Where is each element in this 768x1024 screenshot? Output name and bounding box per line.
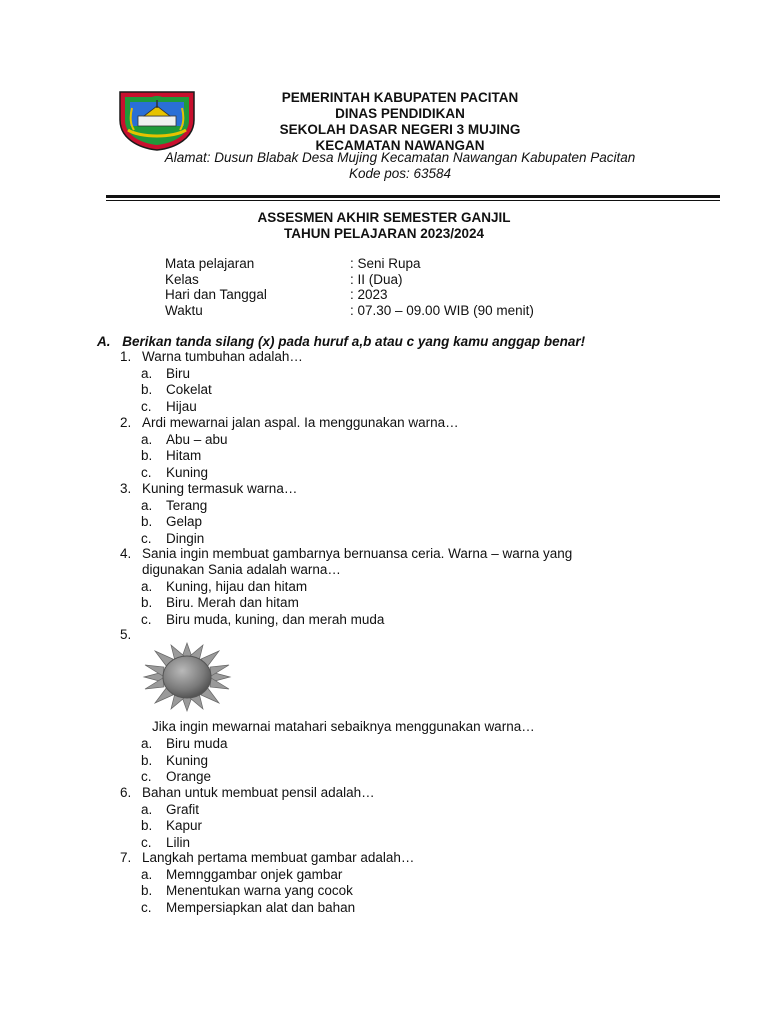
option-letter: b. xyxy=(141,883,153,898)
option-text: Biru. Merah dan hitam xyxy=(166,595,299,610)
exam-title: ASSESMEN AKHIR SEMESTER GANJIL xyxy=(257,210,511,225)
option-text: Grafit xyxy=(166,801,200,817)
option-letter: c. xyxy=(141,464,152,480)
info-value: : 2023 xyxy=(350,287,388,302)
question-text: Ardi mewarnai jalan aspal. Ia menggunakan warna… xyxy=(142,415,459,430)
option-text: Mempersiapkan alat dan bahan xyxy=(166,899,356,915)
option-letter: b. xyxy=(141,514,153,529)
question-number: 2. xyxy=(120,415,132,430)
option-text: Hijau xyxy=(166,398,197,414)
option-text: Lilin xyxy=(166,834,191,850)
option-letter: c. xyxy=(141,769,152,784)
section-instruction: Berikan tanda silang (x) pada huruf a,b atau c yang kamu anggap benar! xyxy=(122,334,586,349)
option-text: Terang xyxy=(166,497,208,513)
option-text: Kuning xyxy=(166,464,209,480)
question-text: Kuning termasuk warna… xyxy=(142,481,298,496)
exam-year: TAHUN PELAJARAN 2023/2024 xyxy=(283,226,485,241)
header-department-line: DINAS PENDIDIKAN xyxy=(335,106,465,121)
header-address: Alamat: Dusun Blabak Desa Mujing Kecamatan Nawangan Kabupaten Pacitan xyxy=(164,150,636,165)
option-text: Biru muda xyxy=(166,736,228,751)
option-text: Orange xyxy=(166,769,212,784)
option-text: Dingin xyxy=(166,530,205,546)
question-text: Warna tumbuhan adalah… xyxy=(142,349,303,364)
question-number: 3. xyxy=(120,481,132,496)
option-text: Abu – abu xyxy=(166,431,228,447)
question-text: Jika ingin mewarnai matahari sebaiknya menggunakan warna… xyxy=(152,719,535,734)
option-text: Kuning, hijau dan hitam xyxy=(166,578,308,594)
option-letter: b. xyxy=(141,448,153,463)
option-letter: c. xyxy=(141,834,152,850)
question-number: 6. xyxy=(120,785,132,800)
option-letter: b. xyxy=(141,752,153,768)
option-letter: b. xyxy=(141,382,153,397)
question-number: 5. xyxy=(120,627,132,642)
option-letter: c. xyxy=(141,398,152,414)
option-letter: b. xyxy=(141,595,153,610)
info-value: : II (Dua) xyxy=(350,271,403,287)
option-text: Hitam xyxy=(166,448,202,463)
section-heading xyxy=(97,334,585,349)
letterhead-divider-thin xyxy=(106,200,720,201)
section-label: A. xyxy=(97,334,111,349)
header-district-line: KECAMATAN NAWANGAN xyxy=(315,138,485,153)
question-text: Langkah pertama membuat gambar adalah… xyxy=(142,850,415,865)
option-letter: a. xyxy=(141,866,153,882)
question-text: Bahan untuk membuat pensil adalah… xyxy=(142,785,375,800)
option-text: Menentukan warna yang cocok xyxy=(166,883,353,898)
letterhead-divider-thick xyxy=(106,195,720,198)
option-text: Gelap xyxy=(166,514,203,529)
info-value: : 07.30 – 09.00 WIB (90 menit) xyxy=(350,302,534,318)
question-text-continued: digunakan Sania adalah warna… xyxy=(142,562,341,577)
question-number: 1. xyxy=(120,349,132,364)
option-text: Cokelat xyxy=(166,382,212,397)
sun-illustration xyxy=(142,642,232,712)
header-government-line: PEMERINTAH KABUPATEN PACITAN xyxy=(281,90,519,105)
option-letter: c. xyxy=(141,530,152,546)
option-text: Biru xyxy=(166,365,191,381)
option-text: Kuning xyxy=(166,752,209,768)
header-school-line: SEKOLAH DASAR NEGERI 3 MUJING xyxy=(279,122,521,137)
option-letter: a. xyxy=(141,431,153,447)
question-number: 4. xyxy=(120,546,132,561)
option-letter: a. xyxy=(141,497,153,513)
info-label: Waktu xyxy=(165,302,203,318)
option-letter: a. xyxy=(141,578,153,594)
option-letter: b. xyxy=(141,818,153,833)
option-letter: a. xyxy=(141,801,153,817)
info-label: Mata pelajaran xyxy=(165,256,255,271)
option-text: Kapur xyxy=(166,818,203,833)
option-letter: a. xyxy=(141,365,153,381)
option-text: Biru muda, kuning, dan merah muda xyxy=(166,611,385,627)
option-text: Memnggambar onjek gambar xyxy=(166,866,343,882)
question-number: 7. xyxy=(120,850,132,865)
option-letter: a. xyxy=(141,736,153,751)
info-label: Kelas xyxy=(165,271,199,287)
option-letter: c. xyxy=(141,899,152,915)
question-text: Sania ingin membuat gambarnya bernuansa ceria. Warna – warna yang xyxy=(142,546,573,561)
info-label: Hari dan Tanggal xyxy=(165,287,267,302)
header-postal-code: Kode pos: 63584 xyxy=(348,166,452,181)
info-value: : Seni Rupa xyxy=(350,256,421,271)
option-letter: c. xyxy=(141,611,152,627)
